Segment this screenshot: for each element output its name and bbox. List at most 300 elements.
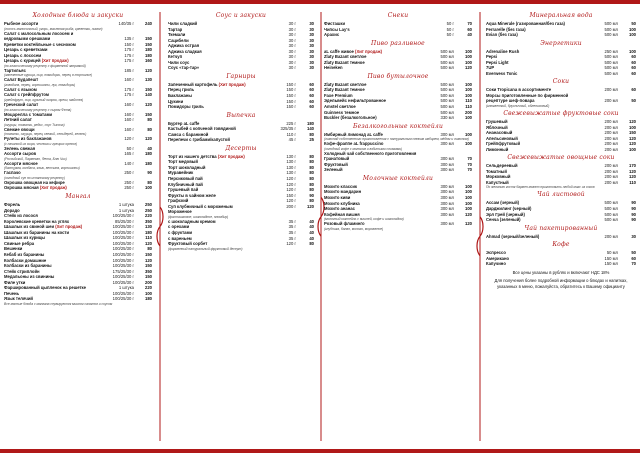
item-price: 40 [309,218,314,224]
item-portion: 300 мл [440,156,454,162]
item-name: Грейпфрутовый [486,141,521,147]
item-portion: 130 г [286,164,296,170]
item-portion: 160 г [124,77,134,83]
item-name: Ткемали [168,32,186,38]
item-price: 120 [629,174,636,180]
item-name: Сацибели [168,37,189,43]
item-name-wrap [324,65,428,71]
item-price: 140 [145,92,152,98]
menu-section [168,12,314,71]
item-name: Аджика сладкая [168,48,202,54]
item-name: Графский [168,198,189,204]
item-price: 150 [145,36,152,42]
item-price: 120 [145,136,152,142]
item-portion: 175 г [124,52,134,58]
item-price: 90 [631,206,636,212]
menu-item [324,141,472,147]
item-name: Торт из нашего детства [168,153,217,159]
item-portion: 120 г [286,198,296,204]
menu-item [486,234,636,240]
item-portion: 160 г [124,126,134,132]
item-price: 120 [629,135,636,141]
item-price: 180 [145,296,152,302]
item-portion: 30 г [288,65,296,71]
item-name: Дорадо [4,207,20,213]
item-portion: 150 г [124,41,134,47]
item-name: Ананасовый [486,130,513,136]
menu-section [486,40,636,77]
item-portion: 200 мл [604,163,618,169]
item-name: Кастыбей с копченой говядиной [168,126,236,132]
item-price: 180 [307,120,314,126]
item-name: Помидоры гриль [168,104,204,110]
item-price: 160 [145,58,152,64]
item-description: (томаты, огурцы, перец свежий, сельдерей, зелень) [4,132,87,137]
item-name: Мохито классик [324,183,358,189]
item-name: Морсы приготовленные по фирменной [486,92,569,98]
menu-section [486,78,636,108]
item-name: Апельсиновый [486,135,518,141]
item-name: Арахис [324,32,340,38]
item-portion: 300 мл [440,200,454,206]
item-name-wrap [486,147,592,153]
item-name-wrap [4,117,108,123]
item-portion: 30 г [288,54,296,60]
item-price: 60 [309,87,314,93]
item-name: Гаспачо [4,170,21,176]
item-portion: 500 мл [604,32,618,38]
item-name: Мороженое [168,209,192,215]
item-portion: 200 мл [604,98,618,104]
item-name: Американо [486,255,510,261]
menu-section [168,112,314,143]
item-portion: 120 г [286,176,296,182]
item-price: 60 [631,87,636,93]
item-portion: 500 мл [440,81,454,87]
item-portion: 200 мл [604,130,618,136]
item-name: Цукини [168,98,184,104]
item-portion: 85/25/30 г [115,218,134,224]
item-portion: 150 г [286,81,296,87]
item-price: 150 [145,111,152,117]
item-name: Королевские креветки на углях [4,218,70,224]
section-heading: Гарниры [226,72,256,80]
item-price: 80 [309,131,314,137]
item-price: 220 [145,285,152,291]
item-description: (бастурма, колбаса, язык, ветчина, корнишоны) [4,166,80,171]
section-heading: Соки [552,78,570,86]
vat-note: Все цены указаны в рублях и включают НДС 18% [512,269,610,275]
item-name-wrap [168,65,270,71]
item-portion: 30 г [288,21,296,26]
item-price: 60 [309,98,314,104]
item-price: 350 [145,218,152,224]
item-name: Buckler (безалкогольное) [324,115,377,121]
item-portion: 30 г [288,48,296,54]
item-name: Перец гриль [168,87,195,93]
item-name: Тартар [168,26,183,32]
item-name: Amstel светлое [324,104,356,110]
item-name: 7UP [486,65,495,71]
item-name: Грушевый пай [168,187,199,193]
item-portion: 300 мл [440,167,454,173]
item-portion: 35 г [288,235,296,241]
item-price: 100 [465,195,472,201]
item-price: 100 [465,189,472,195]
item-name: Томатный [486,168,507,174]
item-name: с вареньем [168,235,192,241]
ornament-divider [155,12,165,441]
item-portion: 30 г [288,43,296,49]
item-price: 150 [145,274,152,280]
item-price: 80 [147,117,152,123]
item-name: Окрошка мясная [4,185,39,191]
bestseller-badge: (Хит продаж) [55,224,83,230]
item-price: 90 [309,192,314,198]
item-portion: 200 мл [604,174,618,180]
item-name: Клубничный пай [168,181,203,187]
item-name: Свиные ребра [4,240,35,246]
item-name: Faxe Premium [324,92,353,98]
menu-item [4,102,152,108]
section-heading: Пиво разливное [371,39,425,47]
item-price: 80 [147,179,152,185]
bestseller-badge: (Хит продаж) [39,185,67,191]
item-name: Ассорти мясное [4,160,38,166]
item-name: Aqua Minerale (газированная/без газа) [486,21,565,26]
item-name: Капучино [486,261,506,267]
item-price: 70 [467,161,472,167]
item-name: Pepsi Light [486,59,509,65]
menu-section [168,73,314,110]
menu-item [168,241,314,247]
item-price: 60 [631,59,636,65]
item-name: Зеленый [324,167,343,173]
item-portion: 300 мл [440,161,454,167]
item-price: 90 [631,211,636,217]
item-name: Ferrarelle (без газа) [486,26,526,32]
item-portion: 120 г [286,187,296,193]
menu-item [486,217,636,223]
section-heading: Энергетики [540,39,582,47]
item-portion: 200 мл [604,141,618,147]
item-portion: 175 г [124,47,134,53]
item-portion: 500 мл [604,211,618,217]
item-price: 30 [309,43,314,49]
item-name: Ahmad (черный/зеленый) [486,233,540,239]
item-price: 60 [631,255,636,261]
menu-item [168,104,314,110]
item-price: 180 [145,229,152,235]
item-price: 140 [307,126,314,132]
item-description: (с начинкой из сыра, чеснока и грецких орехов) [4,141,78,146]
item-name: с шоколадным кремом [168,218,216,224]
item-name: Греческий салат [4,102,39,108]
item-price [296,209,314,215]
item-portion: 300 мл [440,221,454,227]
item-description: (холодный кофе с молоком и взбитыми сливками) [324,146,403,151]
item-price: 40 [309,229,314,235]
menu-section [486,154,636,189]
item-portion: 150 г [286,98,296,104]
item-portion: 110 г [286,131,296,137]
item-description: (огурцы, томаты, редис, соус Тысяча) [4,122,65,127]
item-price: 100 [465,92,472,98]
menu-column-2 [168,10,314,443]
item-name-wrap [486,234,592,240]
item-name-wrap [486,261,592,267]
item-price: 60 [631,70,636,76]
item-price: 180 [145,160,152,166]
item-name: Evian (без газа) [486,32,518,38]
item-portion: 160 г [124,117,134,123]
item-portion: 1 штука [118,202,134,208]
item-description: (по классическому рецепту с сыром Фета) [4,107,72,112]
bestseller-badge: (Хит продаж) [41,58,69,64]
item-portion: 200 мл [604,168,618,174]
menu-section [4,12,152,191]
item-name: Рулеты из баклажанов [4,136,52,142]
item-price: 100 [145,290,152,296]
item-portion: 100/25/30 г [112,229,134,235]
section-heading: Свежевыжатые овощные соки [507,154,615,162]
item-price: 110 [465,98,472,104]
bestseller-badge: (Хит продаж) [218,81,246,87]
item-price: 180 [145,47,152,53]
item-price: 100 [465,183,472,189]
item-price: 50 [631,250,636,256]
item-name: Капустный [486,179,509,185]
menu-section [486,110,636,152]
item-portion: 500 мл [604,65,618,71]
item-price: 40 [309,224,314,230]
item-price: 60 [309,93,314,99]
item-name: с фруктами [168,229,193,235]
item-price: 150 [629,130,636,136]
item-portion: 150 мл [604,255,618,261]
item-price: 50 [631,98,636,104]
menu-item [324,167,472,173]
section-heading: Минеральная вода [529,12,593,19]
item-portion: 30 г [288,26,296,32]
item-portion: 500 мл [604,54,618,60]
section-heading: Соус и закуски [215,12,267,19]
item-price: 80 [309,181,314,187]
item-name-wrap [324,115,428,121]
item-name: Чипсы Lay's [324,26,350,32]
item-price: 120 [145,67,152,73]
item-portion: 500 мл [604,70,618,76]
item-portion: 1 штука [118,207,134,213]
item-portion: 130 г [286,153,296,159]
item-price: 30 [309,37,314,43]
item-portion: 160 г [124,111,134,117]
menu-item [4,117,152,123]
item-price: 130 [145,224,152,230]
menu-item [324,115,472,121]
item-portion: 100/25/30 г [112,274,134,280]
item-price: 350 [145,268,152,274]
item-portion: 50 мл [606,250,618,256]
item-price: 80 [147,126,152,132]
item-name: Мохито клубника [324,200,360,206]
menu-item [4,185,152,191]
item-price: 100 [465,141,472,147]
item-name: Стейк стриплойн [4,268,40,274]
item-portion: 30 г [288,59,296,65]
item-name: Свежие овощи [4,126,35,132]
item-name-wrap [324,221,428,227]
item-name-wrap [168,104,270,110]
item-name: Дарджилинг (черный) [486,206,532,212]
item-description: Все мясные блюда с мангала сервируются миксом салатов и соусом [4,301,113,306]
item-name: Цезарь с курицей [4,58,41,64]
item-portion: 45 г [288,137,296,143]
item-price: 30 [631,233,636,239]
item-price: 80 [147,246,152,252]
item-portion: 500 мл [604,21,618,26]
item-description: (фисташковое, шоколадное, пломбир) [168,214,229,219]
item-name: Мохито мандарин [324,189,362,195]
item-price: 150 [145,263,152,269]
item-name: Сенча (зеленый) [486,217,521,223]
section-heading: Десерты [225,144,257,152]
item-portion: 250 г [124,170,134,176]
item-portion: 150 мл [604,261,618,267]
section-heading: Чай листовой [537,191,585,199]
item-portion: 100/25/30 г [112,246,134,252]
item-name: Запеченный картофель [168,81,218,87]
item-price: 120 [465,221,472,227]
item-portion: 500 мл [440,92,454,98]
item-price: 40 [309,235,314,241]
item-portion: 100/25/30 г [112,296,134,302]
item-portion: 200 г [286,203,296,209]
item-name: Эдельвейс нефильтрованное [324,98,386,104]
item-price: 200 [145,279,152,285]
section-heading: Выпечка [226,111,256,119]
item-price: 60 [631,65,636,71]
item-name: Шашлык из свиной шеи [4,224,55,230]
item-price: 100 [465,206,472,212]
section-heading: Кофе [552,241,570,249]
menu-section [4,193,152,306]
item-price: 110 [465,104,472,110]
item-price: 150 [145,41,152,47]
item-name: Ассорти сыров [4,151,37,157]
bestseller-badge: (Хит продаж) [355,48,382,54]
item-description: (молочный коктейль с вишней, кофе и шоколадом) [324,217,404,222]
item-price: 170 [629,163,636,169]
item-description: (Российский, Пармезан, Фета, Блю Чиз) [4,156,67,161]
item-portion: 30 г [288,32,296,38]
item-portion: 30 г [288,37,296,43]
item-name: Моцарелла с томатами [4,111,53,117]
item-price: 30 [309,48,314,54]
item-portion: 225 г [286,120,296,126]
item-portion: 130 г [286,170,296,176]
item-name: Шашлык из баранины на кости [4,229,70,235]
item-price: 100 [465,48,472,54]
menu-column-3 [324,10,472,443]
item-name: Guinness темное [324,109,360,115]
menu-section [486,12,636,38]
item-description: (лимонад собственного приготовления с натуральным свежим имбирем, мёдом и лимоном) [324,137,469,142]
item-name: aL caffe живое [324,48,354,54]
menu-section [324,123,472,173]
item-portion: 35 г [288,224,296,230]
item-price: 250 [145,202,152,208]
item-price: 100 [465,54,472,60]
item-price: 80 [309,187,314,193]
bestseller-badge: (Хит продаж) [217,153,245,159]
item-price: 30 [309,32,314,38]
item-description: (холодный суп по испанскому рецепту) [4,175,65,180]
item-price: 30 [309,65,314,71]
item-portion: 500 мл [440,54,454,60]
item-name-wrap [168,137,270,143]
item-portion: 500 мл [440,109,454,115]
item-portion: 500 мл [604,217,618,223]
section-heading: Свежевыжатые фруктовые соки [503,110,619,118]
item-portion: 120 г [124,136,134,142]
item-name: Печень [4,290,20,296]
item-name: Салат с малосольным лососем и [4,30,74,36]
item-name: Рыбное ассорти [4,21,39,26]
item-portion: 150 г [286,104,296,110]
item-description: (по классическому рецепту с фирменной заправкой) [4,63,86,68]
item-price: 120 [307,203,314,209]
item-portion: 500 мл [440,87,454,93]
menu-item [486,71,636,77]
menu-item [168,137,314,143]
item-portion: 100/25/30 г [112,224,134,230]
item-name: Персиковый пай [168,176,203,182]
item-price: 70 [467,156,472,162]
item-name-wrap [324,32,428,38]
menu-item [324,65,472,71]
item-portion: 500 мл [604,206,618,212]
item-name: с орехами [168,224,190,230]
item-portion: 120 г [286,241,296,247]
item-name: Торт шоколадный [168,164,206,170]
item-portion: 50 г [446,32,454,38]
item-price: 100 [465,81,472,87]
item-name: Муравейник [168,170,194,176]
item-name: Pepsi [486,54,498,60]
item-name: Чили соус [168,59,190,65]
item-portion: 140/35 г [118,21,134,26]
item-portion: 300 мл [440,131,454,137]
item-name: Фаршированный цыпленок на решетке [4,285,86,291]
item-portion: 175/25/30 г [112,268,134,274]
item-portion: 35 г [288,229,296,235]
menu-section [486,191,636,222]
item-portion: 150 г [286,93,296,99]
item-name-wrap [4,102,108,108]
item-name: Соус «тар-тар» [168,65,200,71]
item-portion: 200 мл [604,119,618,125]
item-name-wrap [168,241,270,247]
item-name: Кофе-фраппе aL frappuccino [324,141,384,147]
item-price: 80 [309,164,314,170]
item-price: 100 [465,131,472,137]
item-name: Форель [4,202,21,208]
item-name: Zlaty Bazant темное [324,59,365,65]
item-price: 100 [629,124,636,130]
item-name: Летний салат [4,117,32,123]
item-description: (клубника, банан, молоко, мороженое) [324,226,384,231]
